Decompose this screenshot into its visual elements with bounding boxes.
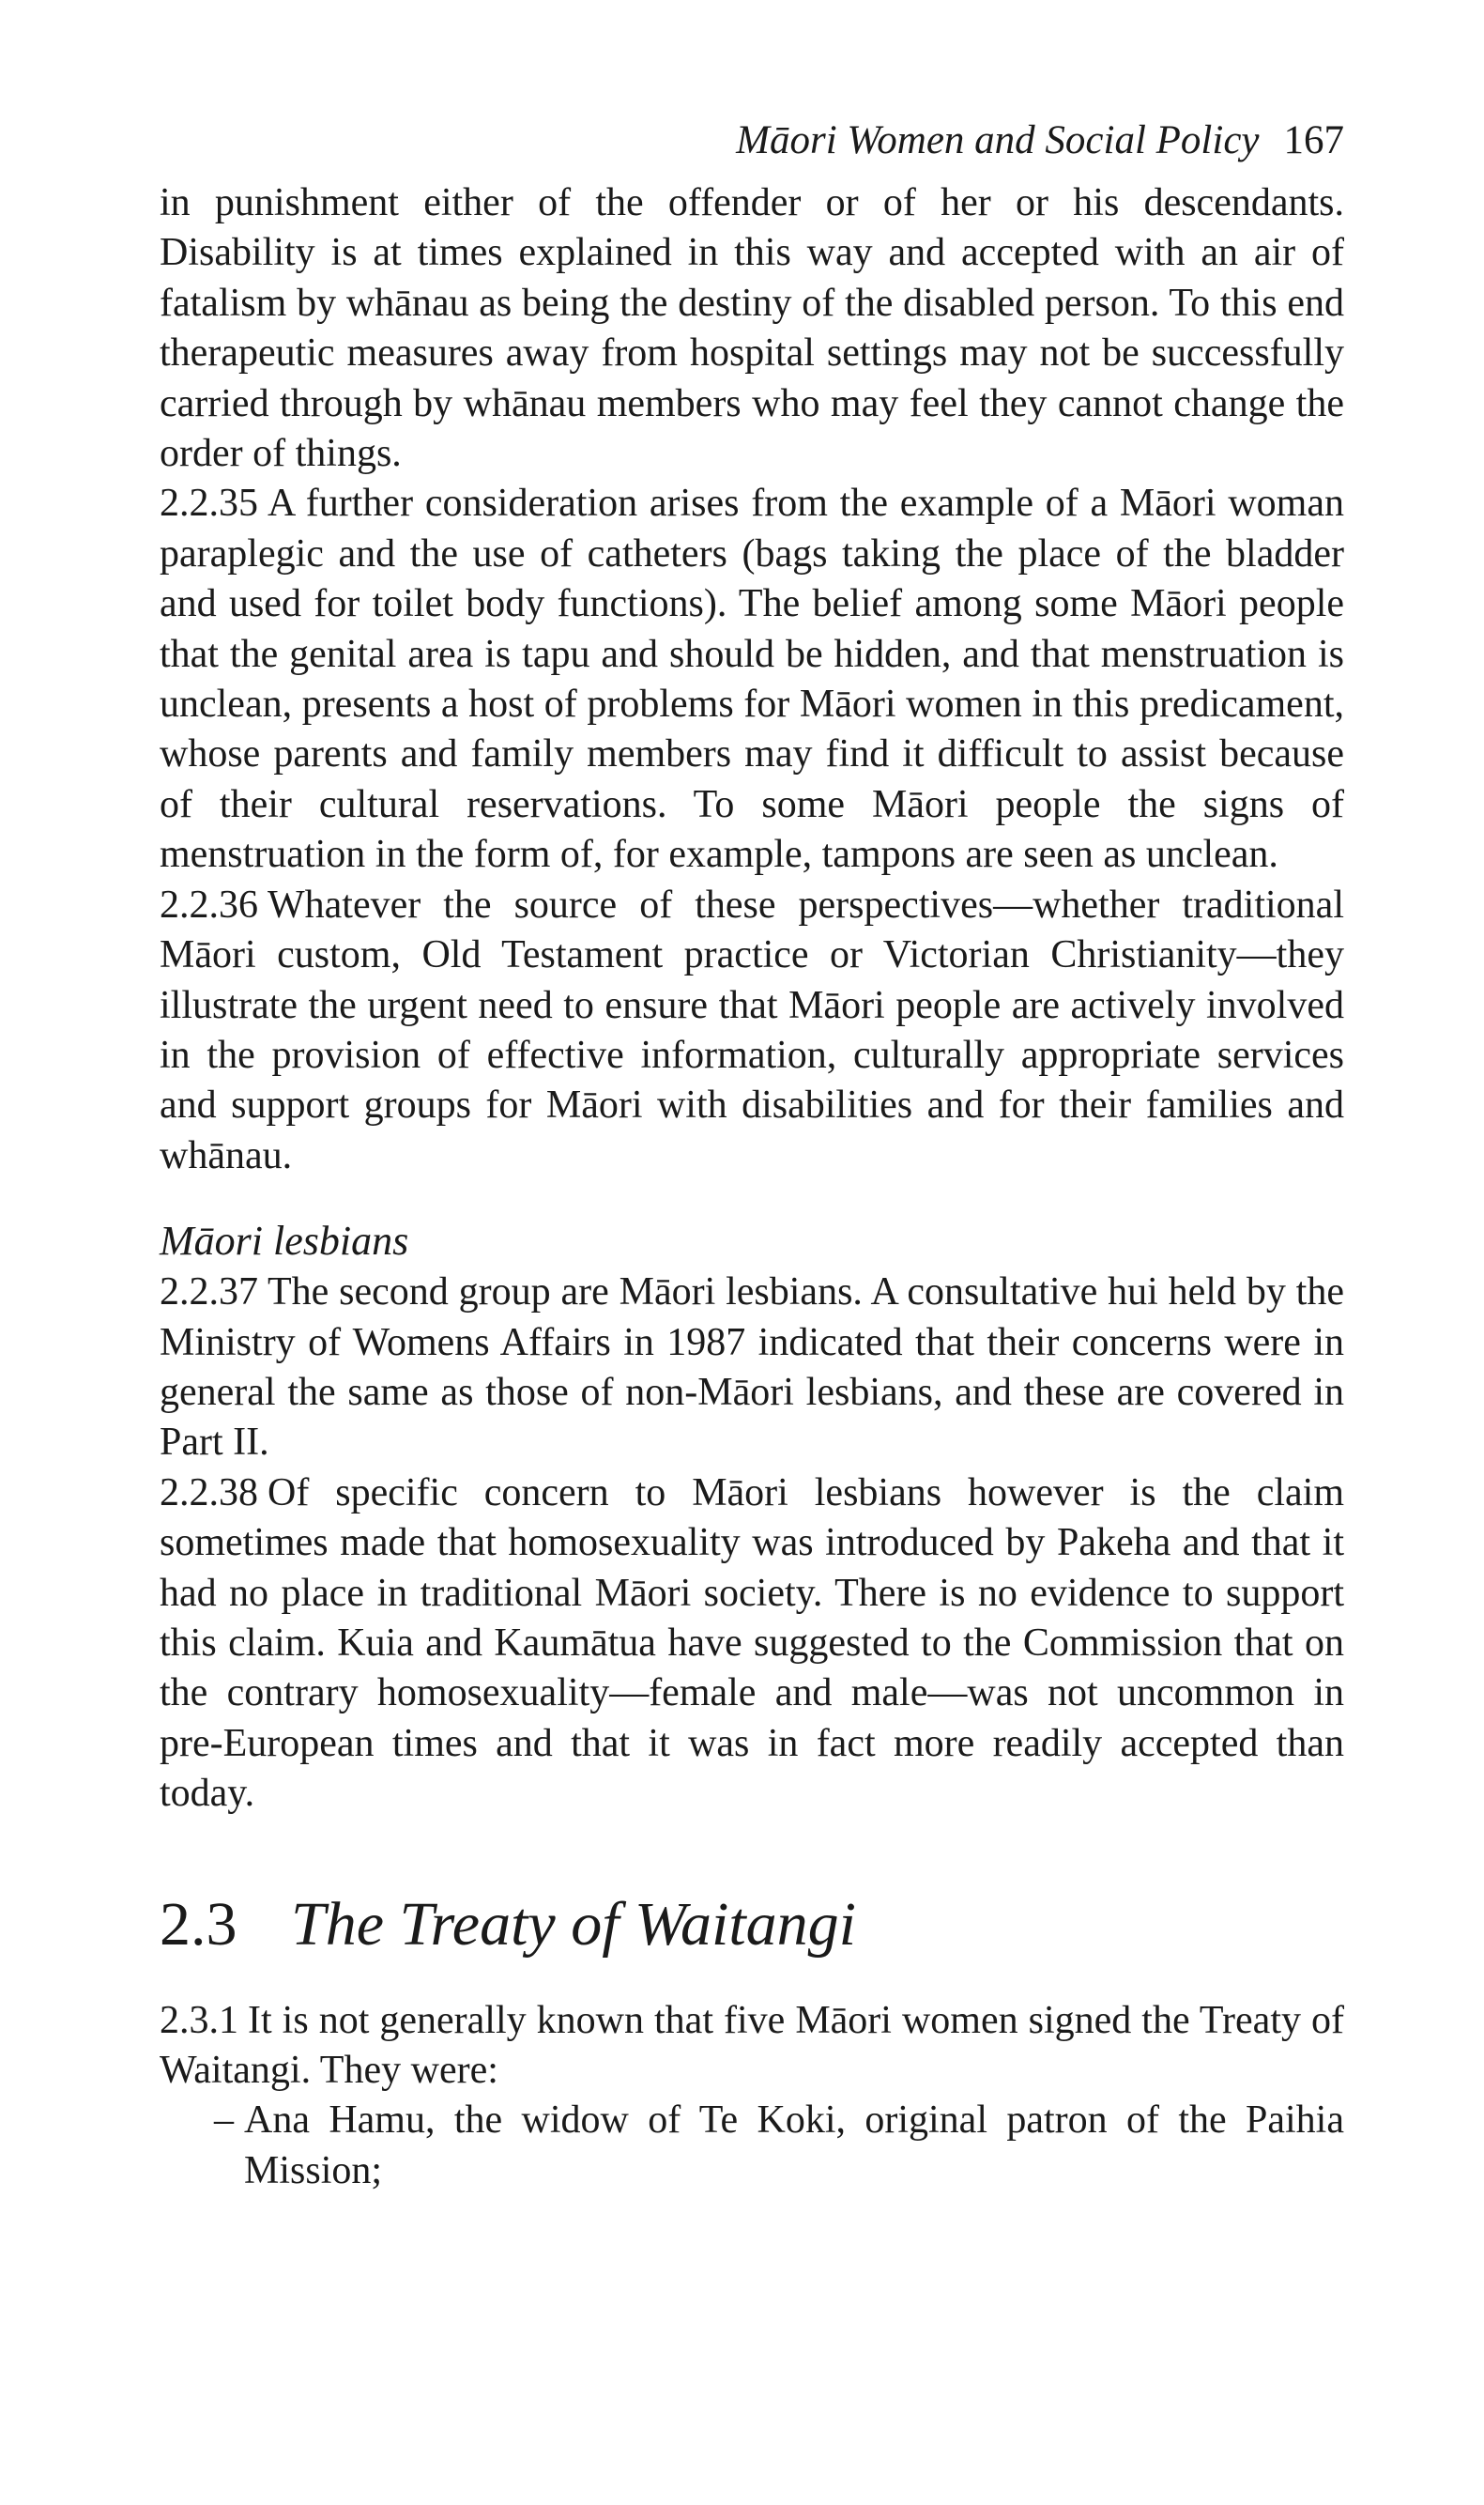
paragraph-text: It is not generally known that five Māori women signed the Treaty of Waitangi. They were:: [160, 1998, 1344, 2092]
paragraph-number: 2.3.1: [160, 1998, 238, 2042]
list-marker: –: [214, 2098, 234, 2143]
paragraph-continuation: [160, 178, 1344, 479]
section-title: The Treaty of Waitangi: [291, 1889, 856, 1959]
section-heading: [160, 1887, 1344, 1962]
paragraph-number: 2.2.37: [160, 1270, 258, 1314]
paragraph-2-2-38: [160, 1468, 1344, 1820]
list-item: [214, 2096, 1344, 2196]
paragraph-text: Whatever the source of these perspectives—whether traditional Māori custom, Old Testament practice or Victorian Christianity—they illustrate the urgent need to ensure that Māori people are actively involved in the provision of effective information, culturally appropriate services and support groups for Māori with disabilities and for their families and whānau.: [160, 883, 1344, 1177]
section-number: 2.3: [160, 1889, 237, 1959]
paragraph-2-2-36: [160, 881, 1344, 1181]
paragraph-text: The second group are Māori lesbians. A consultative hui held by the Ministry of Womens Affairs in 1987 indicated that their concerns were in general the same as those of non-Māori lesbians, and these are covered in Part II.: [160, 1270, 1344, 1465]
paragraph-text: in punishment either of the offender or of her or his descendants. Disability is at times explained in this way and accepted with an air of fatalism by whānau as being the destiny of the disabled person. To this end therapeutic measures away from hospital settings may not be successfully carried through by whānau members who may feel they cannot change the order of things.: [160, 181, 1344, 476]
signatories-list: [160, 2096, 1344, 2196]
paragraph-text: A further consideration arises from the example of a Māori woman paraplegic and the use of catheters (bags taking the place of the bladder and used for toilet body functions). The belief among some Māori people that the genital area is tapu and should be hidden, and that menstruation is unclean, presents a host of problems for Māori women in this predicament, whose parents and family members may find it difficult to assist because of their cultural reservations. To some Māori people the signs of menstruation in the form of, for example, tampons are seen as unclean.: [160, 482, 1344, 877]
page-number: 167: [1283, 118, 1344, 162]
running-header: [160, 113, 1344, 169]
subheading-maori-lesbians: Māori lesbians: [160, 1218, 409, 1265]
paragraph-2-3-1: [160, 1996, 1344, 2097]
document-page: [160, 113, 1344, 2196]
paragraph-number: 2.2.36: [160, 883, 258, 927]
paragraph-text: Of specific concern to Māori lesbians however is the claim sometimes made that homosexuality was introduced by Pakeha and that it had no place in traditional Māori society. There is no evidence to support this claim. Kuia and Kaumātua have suggested to the Commission that on the contrary homosexuality—female and male—was not uncommon in pre-European times and that it was in fact more readily accepted than today.: [160, 1470, 1344, 1816]
paragraph-number: 2.2.38: [160, 1470, 258, 1514]
paragraph-2-2-35: [160, 479, 1344, 880]
paragraph-number: 2.2.35: [160, 482, 258, 526]
list-item-text: Ana Hamu, the widow of Te Koki, original patron of the Paihia Mission;: [244, 2098, 1344, 2192]
running-title: Māori Women and Social Policy: [736, 118, 1260, 162]
paragraph-2-2-37: [160, 1268, 1344, 1468]
